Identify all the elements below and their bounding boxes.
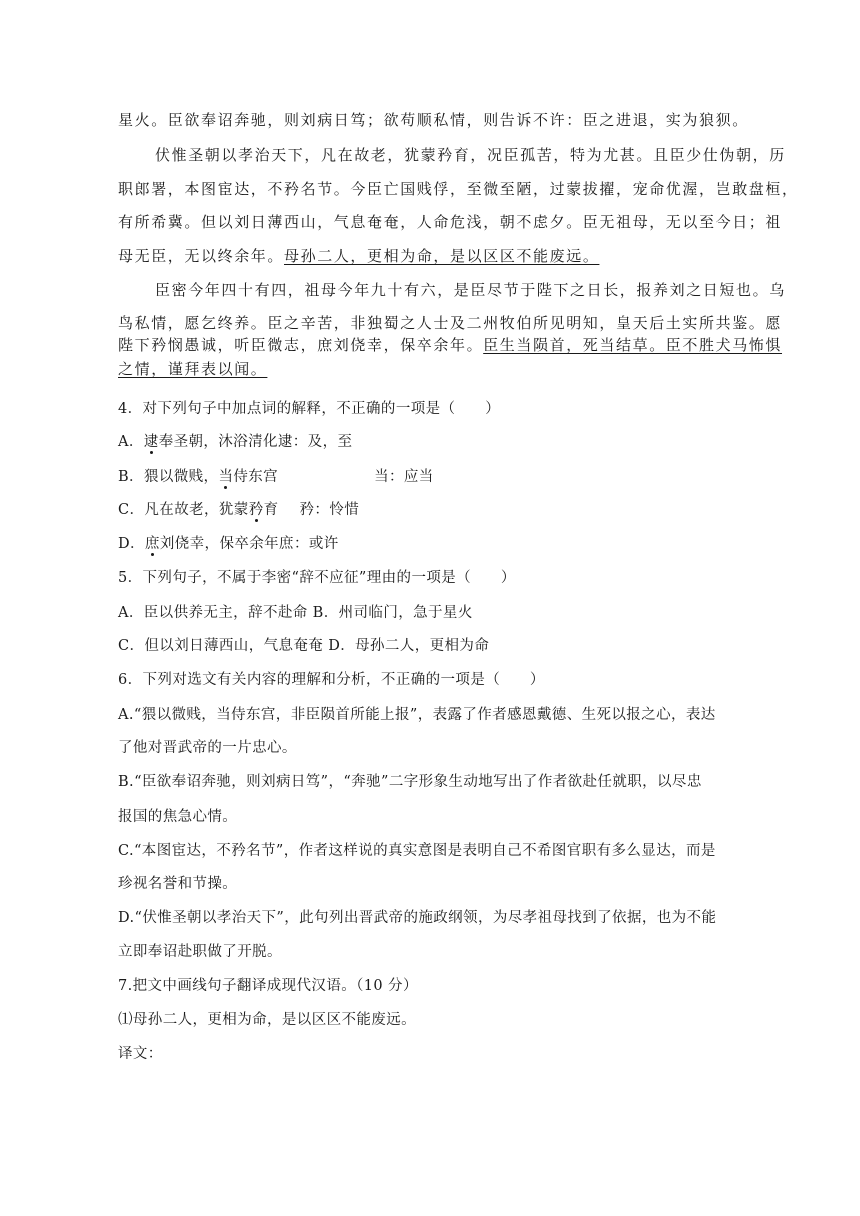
question-6-option-b-cont: 报国的焦急心情。 [118,809,238,825]
dotted-word: 逮 [143,434,159,450]
dotted-word: 矜 [248,502,264,518]
question-4-option-a [118,431,748,453]
dotted-word: 庶 [144,536,160,552]
passage-line: 臣密今年四十有四，祖母今年九十有六，是臣尽节于陛下之日长，报养刘之日短也。乌 [155,281,786,299]
question-5-options-ab: A．臣以供养无主，辞不赴命 B．州司临门，急于星火 [118,605,473,621]
question-7-stem: 7.把文中画线句子翻译成现代汉语。（10 分） [118,978,418,994]
option-gloss: 当：应当 [374,469,434,485]
question-6-option-d: D.“伏惟圣朝以孝治天下”，此句列出晋武帝的施政纲领，为尽孝祖母找到了依据，也为不能 [118,910,717,926]
option-text: 刘侥幸，保卒余年庶：或许 [159,536,339,552]
option-text: 侍东宫 [233,469,279,485]
question-6-option-c-cont: 珍视名誉和节操。 [118,876,238,892]
option-text: 奉圣朝，沐浴清化逮：及，至 [158,434,353,450]
passage-line: 星火。臣欲奉诏奔驰，则刘病日笃；欲苟顺私情，则告诉不许：臣之进退，实为狼狈。 [118,111,749,129]
question-6-option-c: C.“本图宦达，不矜名节”，作者这样说的真实意图是表明自己不希图官职有多么显达，而是 [118,843,716,859]
question-7-item-1: ⑴母孙二人，更相为命，是以区区不能废远。 [118,1012,416,1028]
option-gloss: 矜：怜惜 [299,502,360,518]
underlined-sentence-1: 母孙二人，更相为命，是以区区不能废远。 [284,247,600,265]
answer-label: 译文： [118,1046,163,1062]
question-6-option-b: B.“臣欲奉诏奔驰，则刘病日笃”，“奔驰”二字形象生动地写出了作者欲赴任就职，以尽忠 [118,774,702,790]
question-6-option-a: A.“猥以微贱，当侍东宫，非臣陨首所能上报”，表露了作者感恩戴德、生死以报之心，表达 [118,707,716,723]
option-text: C．凡在故老，犹蒙 [118,502,249,518]
question-4-option-d [118,533,748,555]
passage-line [118,358,748,380]
passage-line [118,334,783,356]
option-label: D． [118,536,145,552]
question-5-options-cd: C．但以刘日薄西山，气息奄奄 D．母孙二人，更相为命 [118,638,490,654]
passage-line: 鸟私情，愿乞终养。臣之辛苦，非独蜀之人士及二州牧伯所见明知，皇天后土实所共鉴。愿 [118,314,783,332]
option-text: 育 [263,502,279,518]
question-6-option-d-cont: 立即奉诏赴职做了开脱。 [118,944,282,960]
passage-text: 陛下矜悯愚诚，听臣微志，庶刘侥幸，保卒余年。 [118,336,484,354]
passage-line: 职郎署，本图宦达，不矜名节。今臣亡国贱俘，至微至陋，过蒙拔擢，宠命优渥，岂敢盘桓， [118,180,799,198]
question-4-stem: 4．对下列句子中加点词的解释，不正确的一项是（ ） [118,401,501,417]
underlined-sentence-2: 臣生当陨首，死当结草。臣不胜犬马怖惧 [483,336,783,354]
question-5-stem: 5．下列句子，不属于李密“辞不应征”理由的一项是（ ） [118,570,516,586]
option-label: A． [118,434,144,450]
option-text: B．猥以微贱， [118,469,219,485]
question-6-option-a-cont: 了他对晋武帝的一片忠心。 [118,740,297,756]
passage-line: 有所希冀。但以刘日薄西山，气息奄奄，人命危浅，朝不虑夕。臣无祖母，无以至今日；祖 [118,213,783,231]
underlined-sentence-2-end: 之情，谨拜表以闻。 [118,360,268,378]
question-4-option-c [118,499,748,521]
passage-line [118,245,748,267]
dotted-word: 当 [218,469,234,485]
passage-text: 母无臣，无以终余年。 [118,247,285,265]
question-6-stem: 6．下列对选文有关内容的理解和分析，不正确的一项是（ ） [118,672,545,688]
question-4-option-b [118,466,748,488]
passage-line: 伏惟圣朝以孝治天下，凡在故老，犹蒙矜育，况臣孤苦，特为尤甚。且臣少仕伪朝，历 [155,146,786,164]
